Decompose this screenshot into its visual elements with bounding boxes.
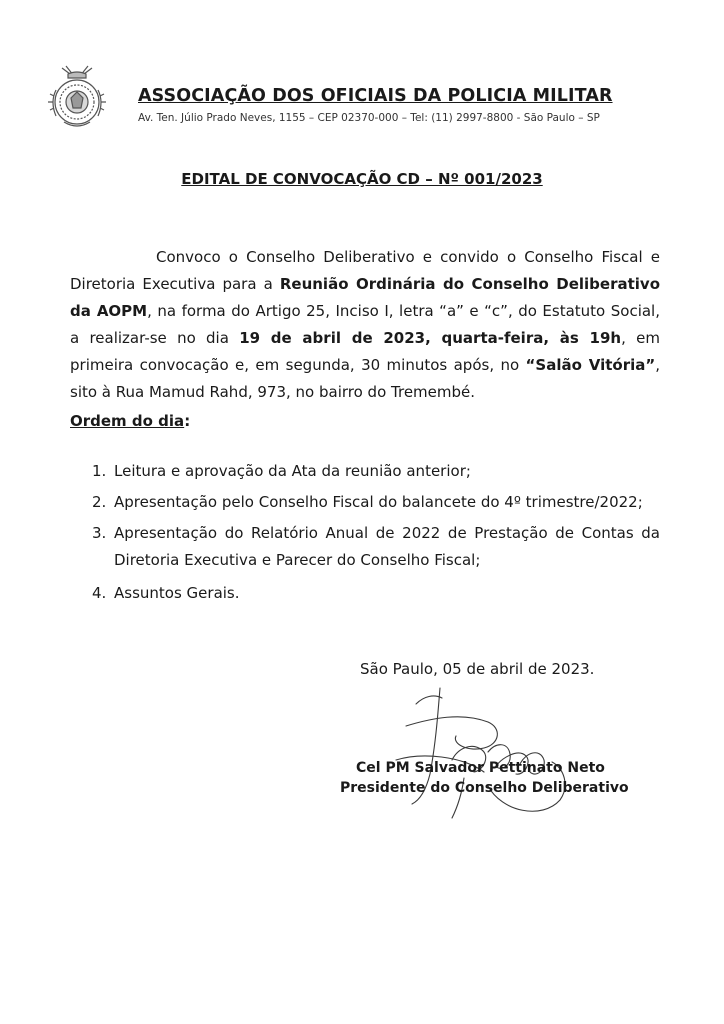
list-item (92, 520, 660, 574)
org-acronym: da AOPM (70, 302, 148, 320)
list-item (92, 489, 660, 516)
list-item-text: Leitura e aprovação da Ata da reunião anterior; (114, 462, 471, 480)
paragraph-line-6 (70, 379, 660, 406)
paragraph-line-5 (70, 352, 660, 379)
list-item-number: 2. (92, 493, 107, 511)
meeting-type: Reunião Ordinária do Conselho Deliberativo (279, 275, 660, 293)
list-item-text: Assuntos Gerais. (114, 584, 240, 602)
meeting-venue: “Salão Vitória” (525, 356, 656, 374)
paragraph-text: Convoco o Conselho Deliberativo e convido o Conselho Fiscal e (156, 248, 660, 266)
org-address: Av. Ten. Júlio Prado Neves, 1155 – CEP 02370-000 – Tel: (11) 2997-8800 - São Paulo – SP (138, 112, 600, 124)
agenda-heading-text: Ordem do dia (70, 412, 185, 430)
place-date: São Paulo, 05 de abril de 2023. (360, 660, 595, 678)
signer-role: Presidente do Conselho Deliberativo (340, 780, 629, 796)
agenda-heading-colon: : (184, 412, 191, 430)
list-item-text: Apresentação pelo Conselho Fiscal do balancete do 4º trimestre/2022; (114, 493, 643, 511)
paragraph-text: , em (621, 329, 660, 347)
list-item (92, 580, 660, 607)
police-crest-icon (44, 62, 110, 132)
paragraph-line-2 (70, 271, 660, 298)
paragraph-text: primeira convocação e, em segunda, 30 minutos após, no (70, 356, 526, 374)
agenda-heading (70, 412, 190, 430)
list-item-line: Diretoria Executiva e Parecer do Conselho Fiscal; (114, 551, 481, 569)
document-title: EDITAL DE CONVOCAÇÃO CD – Nº 001/2023 (181, 170, 543, 188)
paragraph-line-3 (70, 298, 660, 325)
paragraph-text: , na forma do Artigo 25, Inciso I, letra “a” e “c”, do Estatuto Social, (147, 302, 660, 320)
signer-name: Cel PM Salvador Pettinato Neto (356, 760, 605, 776)
paragraph-line-4 (70, 325, 660, 352)
paragraph-line-1 (70, 244, 660, 271)
list-item (92, 458, 660, 485)
meeting-datetime: 19 de abril de 2023, quarta-feira, às 19h (239, 329, 622, 347)
paragraph-text: , (655, 356, 661, 374)
paragraph-text: sito à Rua Mamud Rahd, 973, no bairro do Tremembé. (70, 383, 476, 401)
paragraph-text: a realizar-se no dia (70, 329, 240, 347)
org-name: ASSOCIAÇÃO DOS OFICIAIS DA POLICIA MILITAR (138, 86, 613, 106)
list-item-line: Apresentação do Relatório Anual de 2022 de Prestação de Contas da (114, 524, 660, 542)
handwritten-signature (392, 682, 572, 822)
list-item-number: 3. (92, 524, 107, 542)
list-item-number: 4. (92, 584, 107, 602)
list-item-text (114, 520, 660, 574)
paragraph-text: Diretoria Executiva para a (70, 275, 280, 293)
convocation-paragraph (70, 244, 660, 406)
list-item-number: 1. (92, 462, 107, 480)
